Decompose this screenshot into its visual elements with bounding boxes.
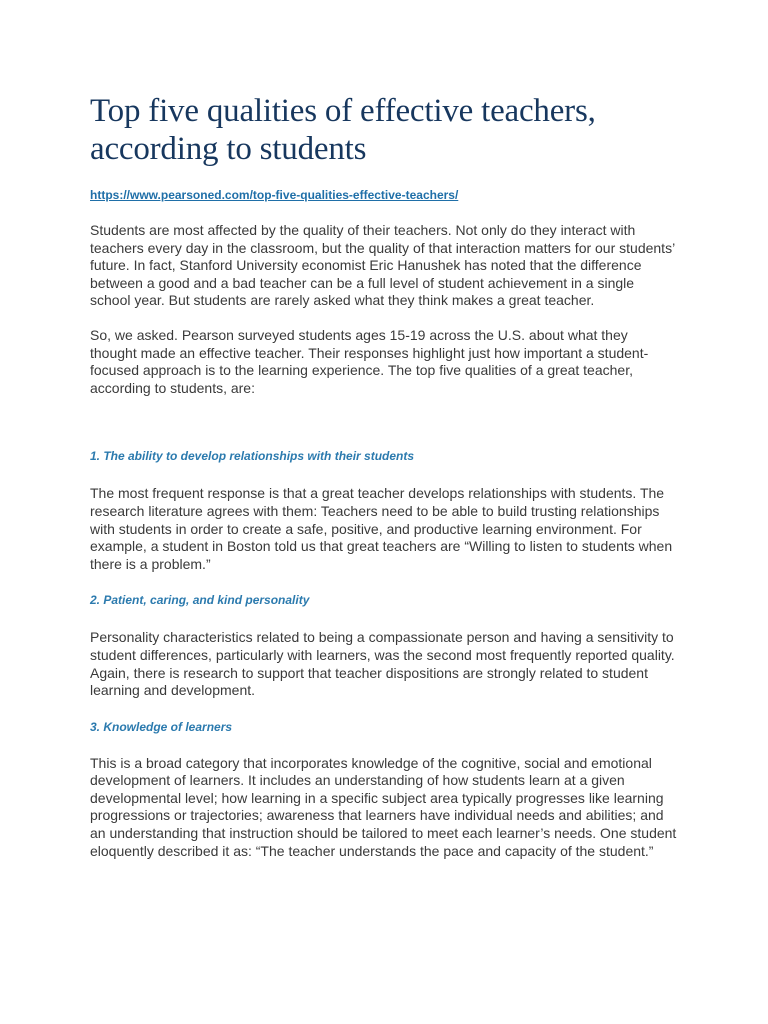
section-heading-1: 1. The ability to develop relationships with their students — [90, 449, 415, 464]
intro-paragraph-1: Students are most affected by the quality of their teachers. Not only do they interact with teachers every day in the classroom, but the quality of that interaction matters for our students’ future. In fact, Stanford University economist Eric Hanushek has noted that the difference between a good and a bad teacher can be a full level of student achievement in a single school year. But students are rarely asked what they think makes a great teacher. — [90, 222, 675, 309]
section-body-2: Personality characteristics related to being a compassionate person and having a sensitivity to student differences, particularly with learners, was the second most frequently reported quality. Again, there is research to support that teacher dispositions are strongly related to student learning and development. — [90, 629, 675, 699]
section-heading-2: 2. Patient, caring, and kind personality — [90, 593, 310, 608]
section-body-1: The most frequent response is that a great teacher develops relationships with students. The research literature agrees with them: Teachers need to be able to build trusting relationships with students in order to create a safe, positive, and productive learning environment. For example, a student in Boston told us that great teachers are “Willing to listen to students when there is a problem.” — [90, 485, 673, 572]
section-heading-3: 3. Knowledge of learners — [90, 719, 233, 734]
page-title: Top five qualities of effective teachers, according to students — [90, 93, 596, 167]
intro-paragraph-2: So, we asked. Pearson surveyed students ages 15-19 across the U.S. about what they thought made an effective teacher. Their responses highlight just how important a student-focused approach is to the learning experience. The top five qualities of a great teacher, according to students, are: — [90, 326, 649, 396]
section-body-3: This is a broad category that incorporates knowledge of the cognitive, social and emotional development of learners. It includes an understanding of how students learn at a given developmental level; how learning in a specific subject area typically progresses like learning progressions or trajectories; awareness that learners have individual needs and abilities; and an understanding that instruction should be tailored to meet each learner’s needs. One student eloquently described it as: “The teacher understands the pace and capacity of the student.” — [90, 754, 677, 859]
source-link[interactable]: https://www.pearsoned.com/top-five-qualities-effective-teachers/ — [90, 188, 459, 202]
